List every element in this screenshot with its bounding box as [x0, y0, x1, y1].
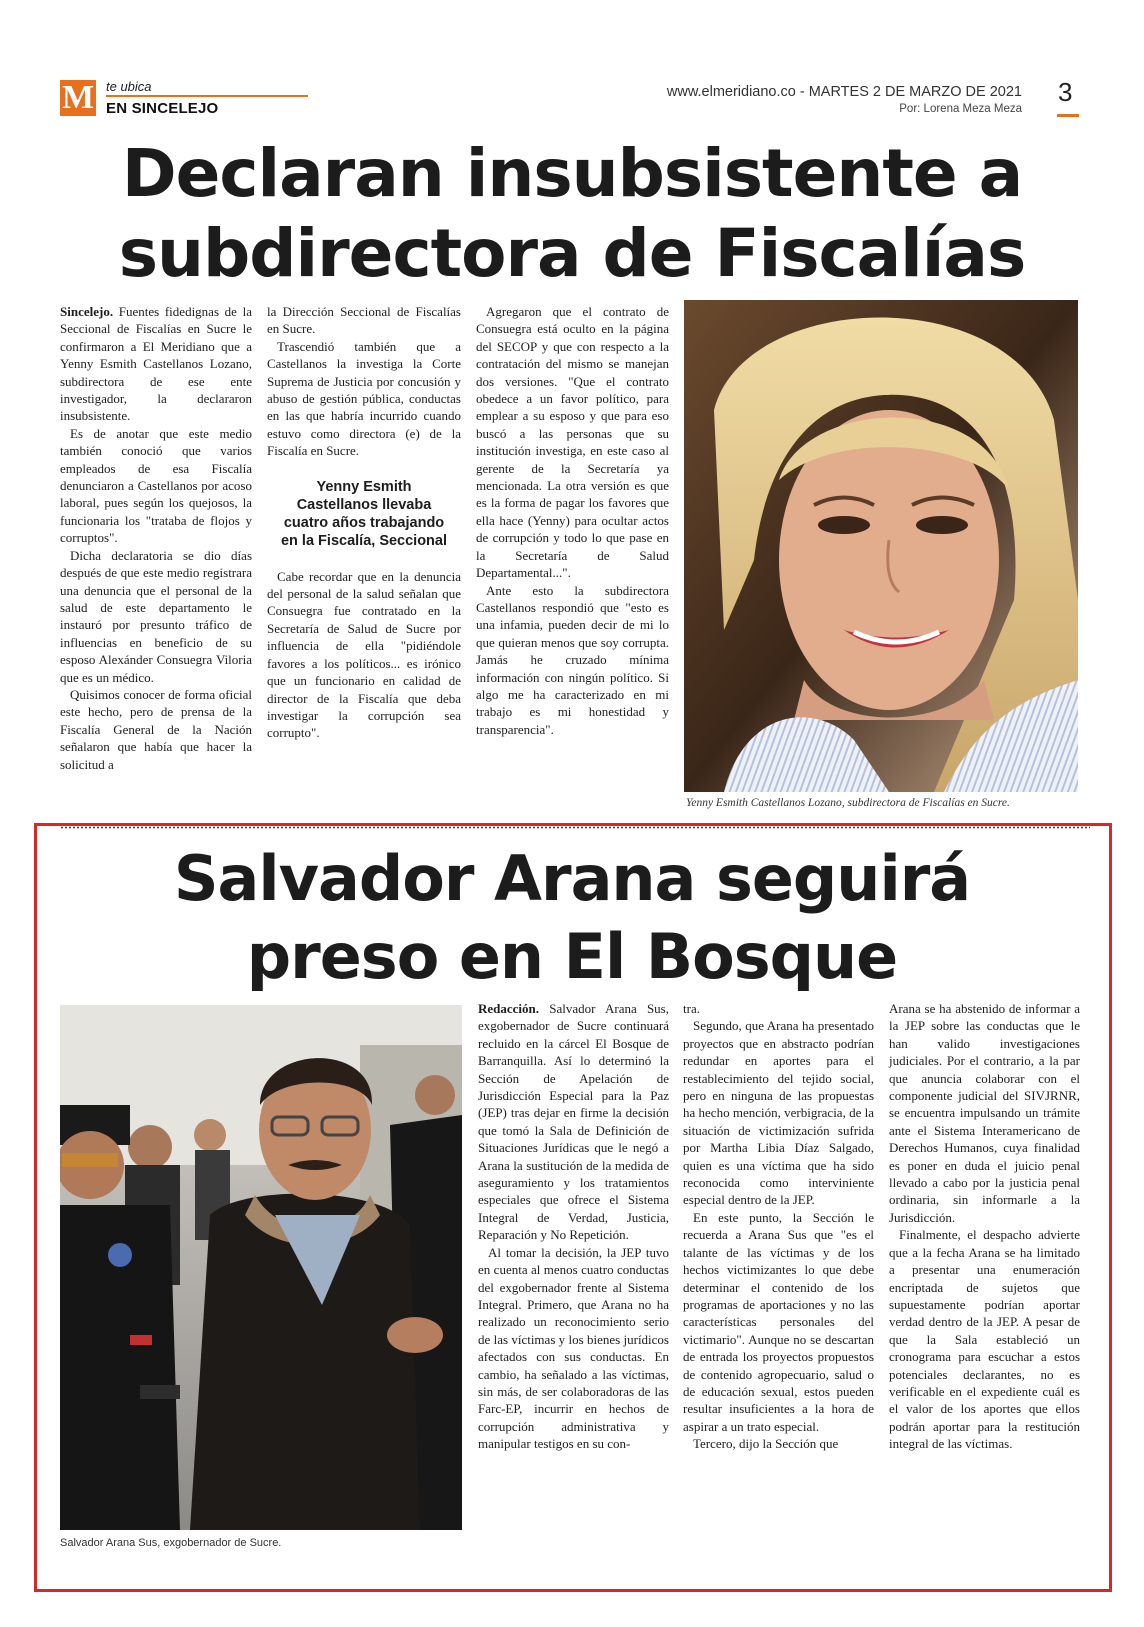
- page-number-rule: [1057, 114, 1079, 117]
- article1-column-1: [60, 303, 252, 773]
- article2-paragraph: Finalmente, el despacho advierte que a la fecha Arana se ha limitado a presentar una enumeración encriptada de sujetos que supuestamente podrían aportar verdad dentro de la JEP. A pesar de que la Sala estableció un cronograma para escuchar a estos potenciales declarantes, no es verificable en el expediente cuál es el valor de los aportes que ellos podrán aportar para la restitución integral de las víctimas.: [889, 1227, 1080, 1452]
- article1-dateline: Sincelejo.: [60, 304, 114, 319]
- article2-paragraph: [478, 1000, 669, 1244]
- article2-headline-line2: preso en El Bosque: [246, 920, 898, 993]
- article2-column-2: [683, 1000, 874, 1453]
- section-tag-small: te ubica: [106, 79, 152, 94]
- page-number: 3: [1058, 77, 1073, 107]
- portrait-photo-yenny: [684, 300, 1078, 792]
- section-tag: EN SINCELEJO: [106, 100, 219, 117]
- article1-paragraph: [60, 303, 252, 425]
- article2-paragraph: Tercero, dijo la Sección que: [693, 1436, 839, 1452]
- article1-paragraph: Es de anotar que este medio también conoció que varios empleados de esa Fiscalía denunciaron a Castellanos por acoso laboral, pues según los quejosos, la funcionaria los "trataba de flojos y corruptos".: [60, 425, 252, 546]
- article1-headline: [40, 134, 1104, 294]
- newspaper-logo: M: [61, 79, 95, 116]
- article1-paragraph: Dicha declaratoria se dio días después de que este medio registrara una denuncia que el personal de la salud de este departamento le instauró por presunto tráfico de influencias en beneficio de su esposo Alexánder Consuegra Viloria que es un médico.: [60, 547, 252, 685]
- article1-paragraph: Agregaron que el contrato de Consuegra está oculto en la página del SECOP y que con respecto a la contratación del mismo se manejan dos versiones. "Que el contrato obedece a un favor político, para emplear a su esposo y que para eso buscó a las personas que su institución investiga, en este caso al gerente de la Secretaría ya mencionada. La otra versión es que es la forma de pagar los favores que ella hace (Yenny) para ocultar actos de corrupción y todo lo que pase en la Secretaría de Salud Departamental...".: [476, 304, 669, 581]
- article2-paragraph: Arana se ha abstenido de informar a la JEP sobre las conductas que le han valido investigaciones judiciales. Por el contrario, a la par que anuncia colaborar con el componente judicial del SIVJRNR, se encuentra impulsando un trámite ante el Sistema Interamericano de Derechos Humanos, cuya finalidad es poner en duda el juicio penal llevado a cabo por la justicia penal ordinaria, sin informarle a la Jurisdicción.: [889, 1001, 1080, 1225]
- article1-paragraph: Ante esto la subdirectora Castellanos respondió que "esto es una infamia, pueden decir de mi lo que quieran menos que soy corrupta. Jamás he cruzado mínima información con ningún político. Si algo me ha caracterizado en mi trabajo es mi honestidad y transparencia".: [476, 582, 669, 737]
- article1-paragraph: la Dirección Seccional de Fiscalías en Sucre.: [267, 304, 461, 337]
- article1-paragraph: Quisimos conocer de forma oficial este hecho, pero de prensa de la Fiscalía General de la Nación señalaron que había que hacer la solicitud a: [60, 686, 252, 772]
- article1-photo-caption: Yenny Esmith Castellanos Lozano, subdirectora de Fiscalías en Sucre.: [686, 797, 1010, 809]
- article2-paragraph: Segundo, que Arana ha presentado proyectos que en abstracto podrían redundar en aportes para el restablecimiento del tejido social, pero en ninguna de las propuestas ha hecho mención, verbigracia, de la situación de victimización sufrida por Martha Libia Díaz Salgado, quien es una víctima que ha sido reconocida como interviniente especial dentro de la JEP.: [683, 1018, 874, 1208]
- article1-pullquote: Yenny Esmith Castellanos llevaba cuatro años trabajando en la Fiscalía, Seccional: [280, 478, 448, 549]
- article1-column-3: [476, 303, 669, 738]
- article1-headline-line2: subdirectora de Fiscalías: [118, 215, 1026, 292]
- article2-photo-caption: Salvador Arana Sus, exgobernador de Sucre.: [60, 1537, 282, 1549]
- article2-paragraph: tra.: [683, 1001, 700, 1016]
- byline: Por: Lorena Meza Meza: [899, 103, 1022, 115]
- portrait-illustration: [684, 300, 1078, 792]
- site-and-date: www.elmeridiano.co - MARTES 2 DE MARZO DE 2021: [666, 84, 1022, 100]
- article2-paragraph: En este punto, la Sección le recuerda a Arana Sus que "es el talante de las víctimas y de los hechos victimizantes lo que debe determinar el contenido de los programas de aportaciones y no las características personales del victimario". Aunque no se descartan de entrada los proyectos propuestos de contenido agropecuario, salud o de educación sexual, estos pueden resultar insuficientes a la hora de aspirar a un trato especial.: [683, 1209, 874, 1434]
- photo-salvador-arana: [60, 1005, 462, 1530]
- article2-paragraph: Al tomar la decisión, la JEP tuvo en cuenta al menos cuatro conductas del exgobernador frente al Sistema Integral. Primero, que Arana no ha realizado un reconocimiento serio de las víctimas y los bienes jurídicos afectados con sus conductas. En cambio, ha señalado a las víctimas, sin más, de ser colaboradoras de las Farc-EP, incurrir en hechos de corrupción administrativa y manipular testigos en su con-: [478, 1244, 669, 1452]
- arrest-photo-illustration: [60, 1005, 462, 1530]
- article2-dateline: Redacción.: [478, 1001, 540, 1016]
- article1-paragraph: Trascendió también que a Castellanos la investiga la Corte Suprema de Justicia por concusión y abuso de gestión pública, conductas en las que habría incurrido cuando estuvo como directora (e) de la Fiscalía en Sucre.: [267, 338, 461, 459]
- article1-headline-line1: Declaran insubsistente a: [121, 135, 1023, 212]
- article1-paragraph-text: Fuentes fidedignas de la Seccional de Fiscalías en Sucre le confirmaron a El Meridiano que a Yenny Esmith Castellanos Lozano, subdirectora de ese ente investigador, la declararon insubsistente.: [60, 304, 252, 424]
- article2-column-1: [478, 1000, 669, 1453]
- article1-column-2: [267, 303, 461, 742]
- article2-headline-line1: Salvador Arana seguirá: [173, 842, 971, 915]
- section-rule: [106, 95, 308, 97]
- article2-column-3: [889, 1000, 1080, 1453]
- article2-headline: [40, 840, 1104, 996]
- article1-paragraph: Cabe recordar que en la denuncia del personal de la salud señalan que Consuegra fue contratado en la Secretaría de Salud de Sucre por influencia de ella "pidiéndole favores a los políticos... es irónico que un funcionario en calidad de director de la Fiscalía que deba investigar la corrupción sea corrupto".: [267, 568, 461, 741]
- article2-paragraph-text: Salvador Arana Sus, exgobernador de Sucre continuará recluido en la cárcel El Bosque de Barranquilla. Así lo determinó la Sección de Apelación de Jurisdicción Especial para la Paz (JEP) tras dejar en firme la decisión que tomó la Sala de Definición de Situaciones Jurídicas que le negó a Arana la sustitución de la medida de aseguramiento y los tratamientos especiales que ofrece el Sistema Integral de Verdad, Justicia, Reparación y No Repetición.: [478, 1001, 669, 1243]
